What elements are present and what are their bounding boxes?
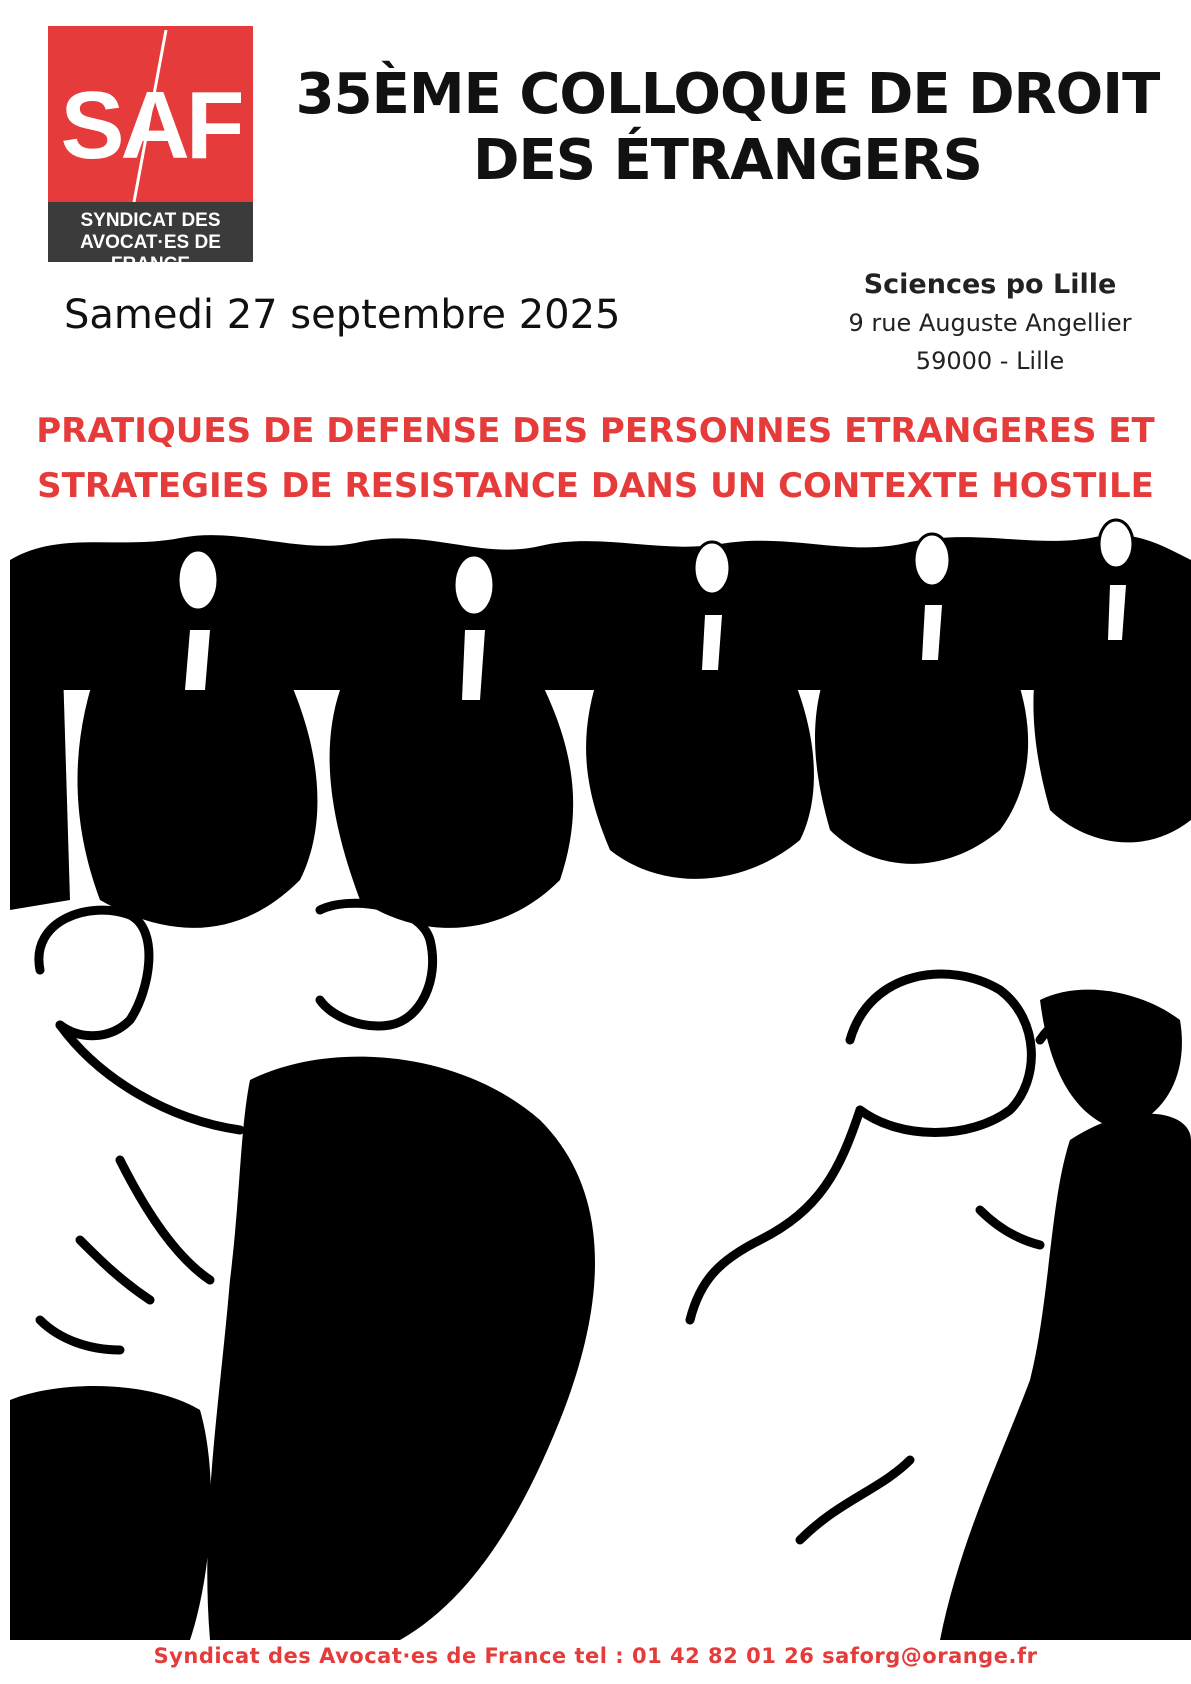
venue-block — [820, 266, 1160, 380]
logo-band — [48, 202, 253, 275]
logo-letters: SAF — [60, 72, 241, 179]
event-date: Samedi 27 septembre 2025 — [64, 292, 621, 338]
venue-street: 9 rue Auguste Angellier — [848, 309, 1132, 337]
event-title — [270, 62, 1185, 194]
crowd-illustration — [0, 520, 1191, 1640]
foreground-coats — [10, 990, 1191, 1640]
event-theme — [20, 404, 1171, 514]
footer-contact: Syndicat des Avocat·es de France tel : 01 42 82 01 26 saforg@orange.fr — [153, 1644, 1038, 1668]
event-title-line1: 35ÈME COLLOQUE DE DROIT — [295, 62, 1160, 127]
logo-band-line2: AVOCAT·ES DE FRANCE — [80, 232, 221, 275]
event-theme-line2: STRATEGIES DE RESISTANCE DANS UN CONTEXTE HOSTILE — [37, 466, 1154, 506]
logo-band-line1: SYNDICAT DES — [80, 210, 221, 231]
venue-city: 59000 - Lille — [915, 347, 1065, 375]
event-title-line2: DES ÉTRANGERS — [472, 128, 983, 193]
venue-name: Sciences po Lille — [863, 269, 1117, 300]
saf-logo — [48, 26, 253, 275]
artist-signature: ANA PICH — [1000, 1581, 1106, 1606]
event-theme-line1: PRATIQUES DE DEFENSE DES PERSONNES ETRANGERES ET — [36, 411, 1155, 451]
